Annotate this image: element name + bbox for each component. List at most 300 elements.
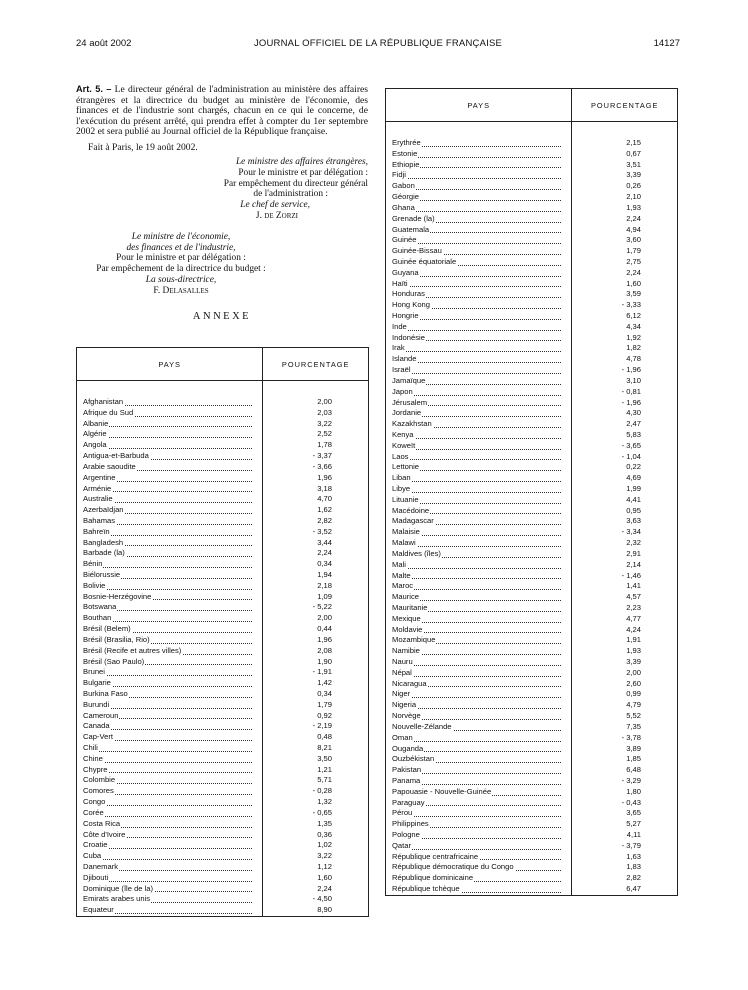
table-row (386, 722, 678, 733)
country-name: Pakistan (392, 765, 422, 775)
dot-leader (392, 286, 561, 287)
dot-leader (83, 437, 252, 438)
country-name: Corée (83, 807, 104, 817)
table-row (386, 343, 678, 354)
table-row (386, 192, 678, 203)
table-row (386, 354, 678, 365)
table-row (386, 322, 678, 333)
table-row (77, 635, 369, 646)
country-cell (386, 722, 572, 733)
table-row (77, 754, 369, 765)
country-cell (77, 775, 263, 786)
percent-value: 1,32 (263, 797, 369, 808)
table-row (77, 440, 369, 451)
percent-value: 0,34 (263, 559, 369, 570)
country-cell (77, 592, 263, 603)
table-row (386, 787, 678, 798)
dot-leader (392, 330, 561, 331)
country-cell (386, 181, 572, 192)
country-cell (386, 668, 572, 679)
table-row (386, 376, 678, 387)
percent-value: 3,39 (572, 170, 678, 181)
percent-value: 4,11 (572, 830, 678, 841)
country-name: Ghana (392, 202, 415, 212)
table-row (386, 257, 678, 268)
percent-value: 2,91 (572, 549, 678, 560)
country-cell (386, 744, 572, 755)
percent-value: 1,90 (263, 657, 369, 668)
percent-value: 2,32 (572, 538, 678, 549)
country-cell (77, 721, 263, 732)
country-cell (77, 451, 263, 462)
dot-leader (392, 589, 561, 590)
country-cell (77, 732, 263, 743)
country-cell (386, 235, 572, 246)
table-row (386, 852, 678, 863)
percent-value: 4,77 (572, 614, 678, 625)
country-name: Indonésie (392, 332, 425, 342)
country-name: Mozambique (392, 635, 436, 645)
percent-value: - 3,66 (263, 462, 369, 473)
table-row (77, 732, 369, 743)
country-name: Angola (83, 440, 107, 450)
table-row (386, 841, 678, 852)
country-cell (77, 700, 263, 711)
percent-value: 3,44 (263, 538, 369, 549)
table-row (386, 733, 678, 744)
country-name: Biélorussie (83, 570, 121, 579)
table-row (77, 581, 369, 592)
percent-value: 1,93 (572, 203, 678, 214)
table-row (77, 559, 369, 570)
country-name: Brésil (Brasilia, Rio) (83, 634, 150, 644)
article-5 (76, 84, 368, 138)
table-row (77, 862, 369, 873)
country-name: Nauru (392, 657, 413, 666)
country-cell (386, 322, 572, 333)
country-cell (386, 657, 572, 668)
table-row (77, 667, 369, 678)
sig1-administration: de l'administration : (253, 189, 328, 200)
percent-value: 2,82 (263, 516, 369, 527)
country-cell (77, 581, 263, 592)
country-cell (77, 570, 263, 581)
country-cell (77, 862, 263, 873)
dot-leader (392, 373, 561, 374)
article-text: Le directeur général de l'administration au ministère des affaires étrangères et la directrice du budget au ministère de l'économie, des finances et de l'industrie sont chargés, chacun en ce qui le concerne, de l'exécution du présent arrêté, qui prendra effet à compter du 1er septembre 2002 et sera publié au Journal officiel de la République française. (76, 84, 369, 138)
table-row (386, 441, 678, 452)
country-name: Philippines (392, 819, 429, 829)
country-cell (386, 560, 572, 571)
table-row (77, 419, 369, 430)
country-cell (386, 441, 572, 452)
table-row (386, 408, 678, 419)
country-cell (77, 505, 263, 516)
percent-value: 0,34 (263, 689, 369, 700)
country-name: Pérou (392, 808, 413, 818)
country-name: Japon (392, 386, 413, 396)
table-row (77, 624, 369, 635)
country-name: Madagascar (392, 516, 434, 526)
country-name: Qatar (392, 840, 411, 850)
country-name: Bulgarie (83, 678, 111, 688)
dot-leader (392, 178, 561, 179)
page-number: 14127 (653, 38, 680, 49)
percent-value: 1,09 (263, 592, 369, 603)
country-name: Nouvelle-Zélande (392, 721, 452, 731)
sig2-role2: La sous-directrice, (145, 274, 217, 285)
percent-value: - 3,65 (572, 441, 678, 452)
percent-value: 1,79 (572, 246, 678, 257)
country-name: Chine (83, 753, 103, 763)
dot-leader (392, 481, 561, 482)
country-name: Israël (392, 365, 411, 375)
country-name: Maurice (392, 592, 420, 602)
country-name: Hongrie (392, 311, 419, 320)
country-cell (386, 419, 572, 430)
country-cell (386, 138, 572, 149)
column-header-percent: POURCENTAGE (263, 348, 369, 381)
table-row (386, 246, 678, 257)
table-row (386, 387, 678, 398)
percent-value: 4,41 (572, 495, 678, 506)
country-name: Ouzbékistan (392, 754, 435, 764)
country-name: Burkina Faso (83, 688, 128, 698)
country-cell (77, 884, 263, 895)
percent-value: 2,03 (263, 408, 369, 419)
country-cell (77, 527, 263, 538)
percent-value: - 0,65 (263, 808, 369, 819)
country-name: Jordanie (392, 408, 422, 418)
country-cell (77, 819, 263, 830)
percent-value: 2,52 (263, 429, 369, 440)
country-name: Guyana (392, 267, 419, 277)
country-cell (77, 851, 263, 862)
table-row (77, 894, 369, 905)
table-row (386, 592, 678, 603)
table-row (386, 668, 678, 679)
country-cell (386, 830, 572, 841)
percent-value: 1,02 (263, 840, 369, 851)
dot-leader (83, 567, 252, 568)
country-name: Honduras (392, 289, 425, 299)
country-cell (77, 516, 263, 527)
dot-leader (392, 697, 561, 698)
country-cell (77, 743, 263, 754)
percent-value: 1,60 (263, 873, 369, 884)
country-cell (77, 538, 263, 549)
table-row (386, 506, 678, 517)
country-cell (386, 343, 572, 354)
dot-leader (392, 849, 561, 850)
country-cell (386, 527, 572, 538)
country-name: République centrafricaine (392, 851, 479, 861)
country-name: Papouasie - Nouvelle-Guinée (392, 786, 492, 796)
country-name: Guinée équatoriale (392, 256, 457, 266)
rates-table-right (385, 88, 678, 896)
percent-value: 0,95 (572, 506, 678, 517)
table-row (386, 268, 678, 279)
country-name: Erythrée (392, 138, 421, 147)
percent-value: 1,80 (572, 787, 678, 798)
country-cell (386, 484, 572, 495)
percent-value: 2,24 (263, 548, 369, 559)
table-row (77, 602, 369, 613)
table-row (386, 452, 678, 463)
left-column (76, 84, 368, 322)
table-row (386, 538, 678, 549)
percent-value: 3,10 (572, 376, 678, 387)
percent-value: 1,41 (572, 581, 678, 592)
country-name: Colombie (83, 775, 116, 785)
table-row (77, 830, 369, 841)
table-row (77, 538, 369, 549)
percent-value: 5,27 (572, 819, 678, 830)
signature-block-2 (76, 232, 286, 297)
country-name: Brunei (83, 667, 105, 677)
dot-leader (392, 449, 561, 450)
percent-value: 2,24 (263, 884, 369, 895)
table-row (386, 225, 678, 236)
country-cell (386, 214, 572, 225)
article-label: Art. 5. – (76, 84, 112, 94)
percent-value: 0,48 (263, 732, 369, 743)
country-cell (386, 841, 572, 852)
table-row (77, 570, 369, 581)
table-row (77, 840, 369, 851)
country-name: Bouthan (83, 613, 112, 623)
table-row (386, 419, 678, 430)
country-name: Haïti (392, 278, 408, 288)
country-cell (386, 798, 572, 809)
country-name: Népal (392, 667, 412, 677)
table-row (77, 808, 369, 819)
percent-value: 2,60 (572, 679, 678, 690)
table-row (77, 689, 369, 700)
percent-value: 8,90 (263, 905, 369, 916)
done-at: Fait à Paris, le 19 août 2002. (88, 141, 198, 153)
percent-value: - 3,33 (572, 300, 678, 311)
table-row (77, 646, 369, 657)
percent-value: 5,71 (263, 775, 369, 786)
table-row (386, 138, 678, 149)
percent-value: 0,26 (572, 181, 678, 192)
country-name: Norvège (392, 711, 421, 721)
percent-value: - 3,29 (572, 776, 678, 787)
country-cell (77, 473, 263, 484)
percent-value: 1,62 (263, 505, 369, 516)
country-name: Lituanie (392, 494, 419, 504)
table-row (77, 592, 369, 603)
table-row (77, 711, 369, 722)
country-name: Islande (392, 354, 417, 364)
percent-value: 1,96 (263, 473, 369, 484)
table-row (386, 635, 678, 646)
percent-value: 1,83 (572, 862, 678, 873)
country-name: Canada (83, 721, 110, 731)
table-row (386, 289, 678, 300)
country-name: Maldives (îles) (392, 548, 441, 558)
country-cell (77, 484, 263, 495)
dot-leader (83, 805, 252, 806)
country-cell (386, 625, 572, 636)
percent-value: 2,15 (572, 138, 678, 149)
country-cell (386, 506, 572, 517)
country-cell (386, 862, 572, 873)
table-row (386, 333, 678, 344)
country-cell (386, 170, 572, 181)
table-row (77, 408, 369, 419)
country-name: Afrique du Sud (83, 407, 134, 417)
percent-value: 3,60 (572, 235, 678, 246)
country-cell (77, 678, 263, 689)
country-name: Guinée-Bissau (392, 246, 442, 256)
percent-value: - 3,37 (263, 451, 369, 462)
dot-leader (392, 459, 561, 460)
table-row (77, 851, 369, 862)
country-name: Bahreïn (83, 526, 110, 536)
country-cell (386, 365, 572, 376)
country-name: Guinée (392, 235, 417, 245)
percent-value: 1,92 (572, 333, 678, 344)
percent-value: - 0,81 (572, 387, 678, 398)
country-cell (386, 257, 572, 268)
country-name: Cap-Vert (83, 732, 113, 742)
dot-leader (83, 816, 252, 817)
country-cell (386, 808, 572, 819)
table-row (77, 905, 369, 916)
percent-value: 4,57 (572, 592, 678, 603)
page-header (76, 38, 680, 54)
table-row (386, 462, 678, 473)
country-name: Costa Rica (83, 818, 121, 828)
table-row (386, 473, 678, 484)
dot-leader (83, 762, 252, 763)
country-name: Dominique (île de la) (83, 883, 154, 893)
country-cell (77, 602, 263, 613)
country-name: Bosnie-Herzégovine (83, 591, 152, 601)
table-row (386, 279, 678, 290)
table-row (386, 776, 678, 787)
percent-value: 2,00 (263, 613, 369, 624)
country-name: Malte (392, 570, 411, 580)
percent-value: 2,82 (572, 873, 678, 884)
country-name: Australie (83, 494, 113, 504)
country-cell (386, 289, 572, 300)
percent-value: 4,79 (572, 700, 678, 711)
country-name: Oman (392, 732, 413, 742)
country-name: Chypre (83, 764, 108, 774)
percent-value: 2,08 (263, 646, 369, 657)
percent-value: - 3,79 (572, 841, 678, 852)
country-cell (77, 657, 263, 668)
percent-value: 2,10 (572, 192, 678, 203)
country-cell (77, 419, 263, 430)
country-name: Hong Kong (392, 300, 430, 310)
table-row (77, 505, 369, 516)
percent-value: 1,85 (572, 754, 678, 765)
percent-value: 3,59 (572, 289, 678, 300)
table-row (77, 786, 369, 797)
percent-value: 1,91 (572, 635, 678, 646)
table-row (77, 613, 369, 624)
percent-value: 0,36 (263, 830, 369, 841)
percent-value: 4,70 (263, 494, 369, 505)
dot-leader (392, 189, 561, 190)
column-header-country: PAYS (77, 348, 263, 381)
country-cell (77, 429, 263, 440)
percent-value: 1,35 (263, 819, 369, 830)
country-name: Botswana (83, 602, 117, 612)
percent-value: 2,75 (572, 257, 678, 268)
country-cell (386, 149, 572, 160)
country-cell (386, 516, 572, 527)
country-cell (386, 765, 572, 776)
sig2-role: Le ministre de l'économie, (131, 231, 231, 242)
percent-value: 2,18 (263, 581, 369, 592)
percent-value: - 1,96 (572, 365, 678, 376)
table-row (386, 689, 678, 700)
percent-value: - 1,91 (263, 667, 369, 678)
country-name: Mauritanie (392, 602, 428, 612)
percent-value: - 1,04 (572, 452, 678, 463)
country-cell (386, 192, 572, 203)
country-name: Ethiopie (392, 159, 420, 169)
country-cell (77, 667, 263, 678)
percent-value: 3,63 (572, 516, 678, 527)
table-row (386, 744, 678, 755)
dot-leader (392, 546, 561, 547)
country-name: Burundi (83, 699, 110, 709)
percent-value: 1,21 (263, 765, 369, 776)
country-cell (386, 268, 572, 279)
table-row (386, 700, 678, 711)
percent-value: 0,67 (572, 149, 678, 160)
percent-value: 6,12 (572, 311, 678, 322)
country-name: Ouganda (392, 743, 424, 753)
country-cell (77, 873, 263, 884)
country-name: Niger (392, 689, 411, 699)
percent-value: 3,18 (263, 484, 369, 495)
percent-value: - 3,78 (572, 733, 678, 744)
country-cell (77, 830, 263, 841)
percent-value: 3,65 (572, 808, 678, 819)
table-row (386, 657, 678, 668)
country-cell (77, 559, 263, 570)
percent-value: 6,48 (572, 765, 678, 776)
percent-value: 4,69 (572, 473, 678, 484)
table-row (386, 798, 678, 809)
table-row (77, 775, 369, 786)
percent-value: - 3,52 (263, 527, 369, 538)
table-row (77, 721, 369, 732)
dot-leader (83, 589, 252, 590)
country-cell (77, 548, 263, 559)
percent-value: 2,00 (572, 668, 678, 679)
table-row (386, 581, 678, 592)
country-cell (77, 894, 263, 905)
country-name: Géorgie (392, 192, 420, 202)
country-name: Kazakhstan (392, 419, 432, 429)
table-row (77, 797, 369, 808)
dot-leader (392, 741, 561, 742)
table-row (77, 819, 369, 830)
country-cell (386, 452, 572, 463)
country-name: Argentine (83, 472, 116, 482)
percent-value: 4,34 (572, 322, 678, 333)
percent-value: 3,22 (263, 851, 369, 862)
country-name: Maroc (392, 581, 414, 591)
